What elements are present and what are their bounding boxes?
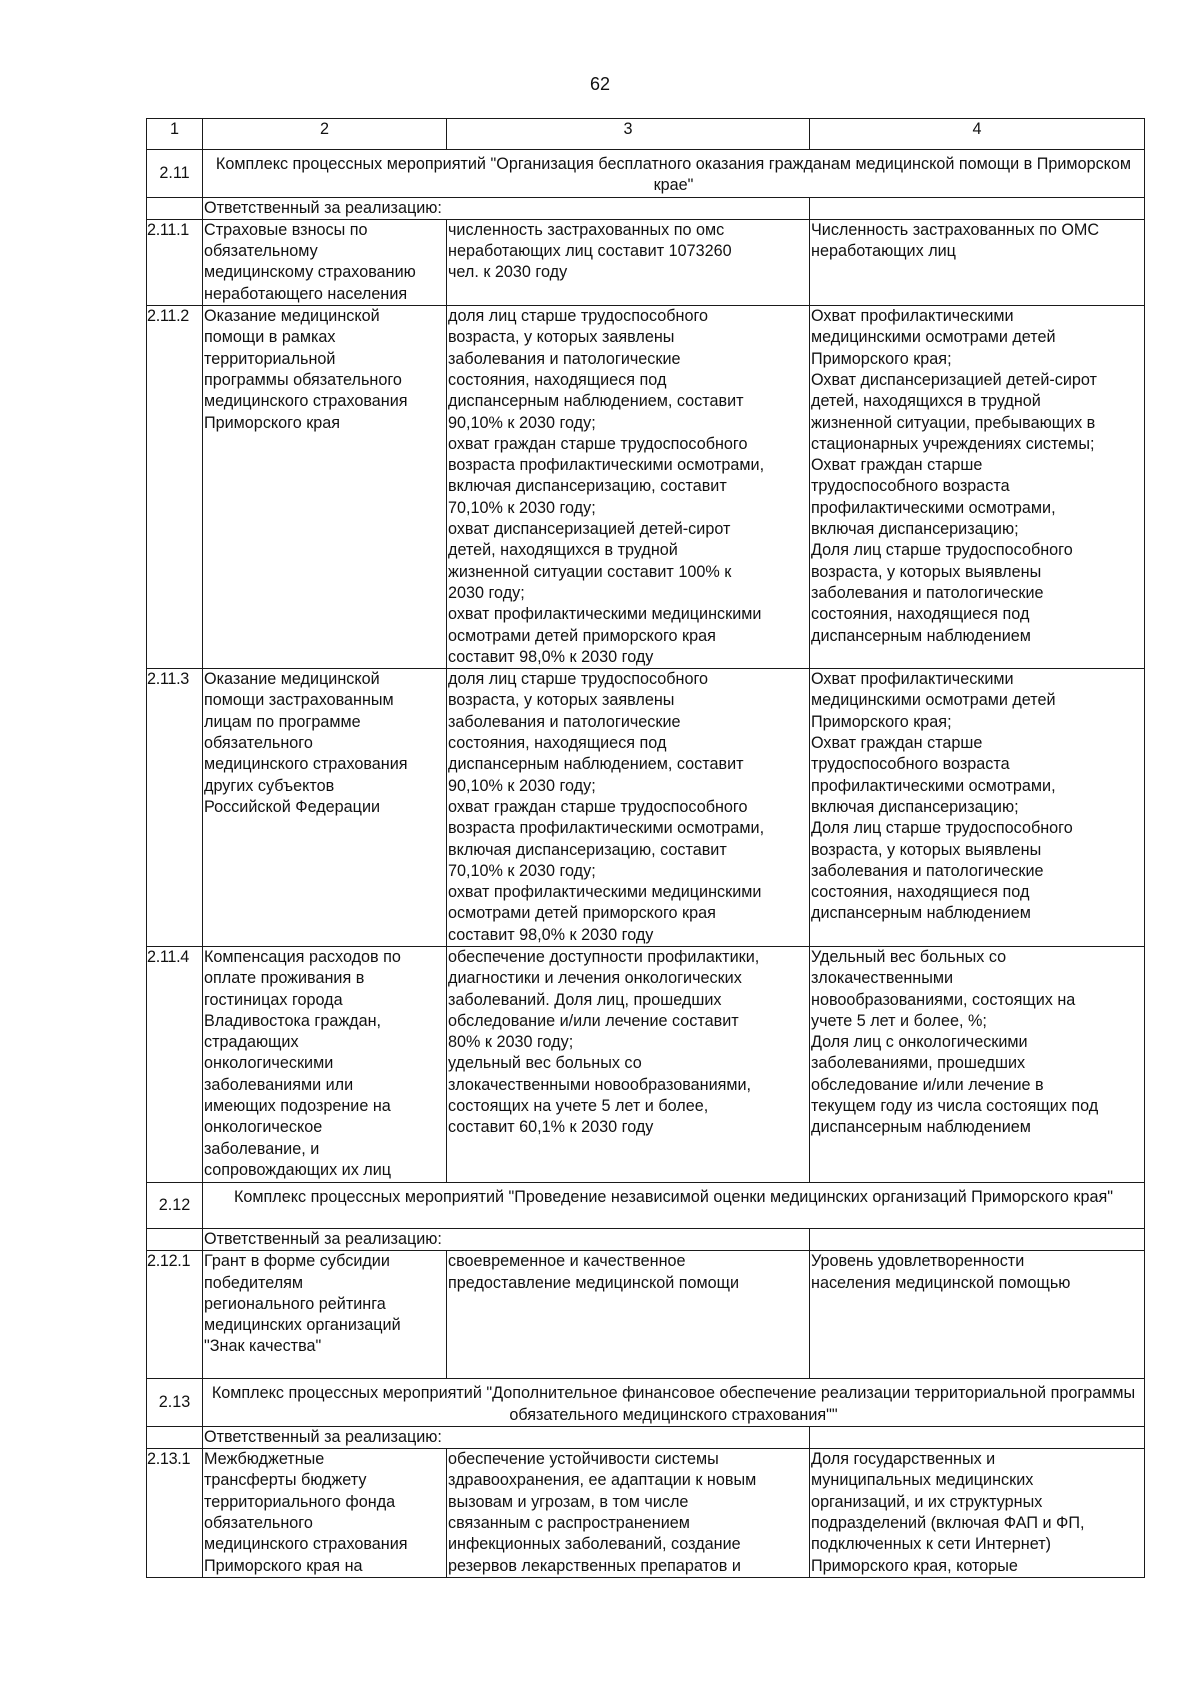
section-number: 2.13 (147, 1379, 203, 1427)
row-name: Страховые взносы по обязательному медицинскому страхованию неработающего населения (203, 219, 447, 305)
row-indicator: Охват профилактическими медицинскими осмотрами детей Приморского края; Охват граждан старше трудоспособного возраста профилактическими осмотрами, включая диспансеризацию; Доля лиц старше трудоспособного возраста, у которых выявлены заболевания и патологические состояния, находящиеся под диспансерным наблюдением (810, 669, 1145, 947)
table-row (147, 219, 1145, 305)
row-indicator: Охват профилактическими медицинскими осмотрами детей Приморского края; Охват диспансеризацией детей-сирот детей, находящихся в трудной жизненной ситуации, пребывающих в стационарных учреждениях системы; Охват граждан старше трудоспособного возраста профилактическими осмотрами, включая диспансеризацию; Доля лиц старше трудоспособного возраста, у которых выявлены заболевания и патологические состояния, находящиеся под диспансерным наблюдением (810, 306, 1145, 669)
row-number: 2.13.1 (147, 1449, 203, 1578)
header-col-1: 1 (147, 119, 203, 150)
section-row (147, 1182, 1145, 1228)
row-name: Компенсация расходов по оплате проживания в гостиницах города Владивостока граждан, страдающих онкологическими заболеваниями или имеющих подозрение на онкологическое заболевание, и сопровождающих их лиц (203, 946, 447, 1182)
header-col-3: 3 (447, 119, 810, 150)
row-indicator: Доля государственных и муниципальных медицинских организаций, и их структурных подразделений (включая ФАП и ФП, подключенных к сети Интернет) Приморского края, которые (810, 1449, 1145, 1578)
section-title: Комплекс процессных мероприятий "Дополнительное финансовое обеспечение реализации территориальной программы обязательного медицинского страхования"" (203, 1379, 1145, 1427)
row-name: Грант в форме субсидии победителям регионального рейтинга медицинских организаций "Знак качества" (203, 1251, 447, 1379)
row-name: Оказание медицинской помощи застрахованным лицам по программе обязательного медицинского страхования других субъектов Российской Федерации (203, 669, 447, 947)
activities-table (146, 118, 1145, 1578)
responsible-label: Ответственный за реализацию: (203, 1228, 810, 1250)
row-indicator: Численность застрахованных по ОМС неработающих лиц (810, 219, 1145, 305)
row-indicator: Уровень удовлетворенности населения медицинской помощью (810, 1251, 1145, 1379)
section-row (147, 1379, 1145, 1427)
section-number: 2.11 (147, 150, 203, 198)
row-number: 2.12.1 (147, 1251, 203, 1379)
row-result: обеспечение доступности профилактики, диагностики и лечения онкологических заболеваний. Доля лиц, прошедших обследование и/или лечение составит 80% к 2030 году; удельный вес больных со злокачественными новообразованиями, состоящих на учете 5 лет и более, составит 60,1% к 2030 году (447, 946, 810, 1182)
row-result: обеспечение устойчивости системы здравоохранения, ее адаптации к новым вызовам и угрозам, в том числе связанным с распространением инфекционных заболеваний, создание резервов лекарственных препаратов и (447, 1449, 810, 1578)
row-result: численность застрахованных по омс неработающих лиц составит 1073260 чел. к 2030 году (447, 219, 810, 305)
table-row (147, 669, 1145, 947)
responsible-label: Ответственный за реализацию: (203, 1426, 810, 1448)
header-col-2: 2 (203, 119, 447, 150)
responsible-row (147, 197, 1145, 219)
header-col-4: 4 (810, 119, 1145, 150)
section-title: Комплекс процессных мероприятий "Организация бесплатного оказания гражданам медицинской помощи в Приморском крае" (203, 150, 1145, 198)
table-row (147, 946, 1145, 1182)
table-header-row (147, 119, 1145, 150)
row-result: доля лиц старше трудоспособного возраста, у которых заявлены заболевания и патологические состояния, находящиеся под диспансерным наблюдением, составит 90,10% к 2030 году; охват граждан старше трудоспособного возраста профилактическими осмотрами, включая диспансеризацию, составит 70,10% к 2030 году; охват профилактическими медицинскими осмотрами детей приморского края составит 98,0% к 2030 году (447, 669, 810, 947)
section-number: 2.12 (147, 1182, 203, 1228)
row-name: Межбюджетные трансферты бюджету территориального фонда обязательного медицинского страхования Приморского края на (203, 1449, 447, 1578)
row-name: Оказание медицинской помощи в рамках территориальной программы обязательного медицинского страхования Приморского края (203, 306, 447, 669)
responsible-row (147, 1228, 1145, 1250)
table-row (147, 1449, 1145, 1578)
table-row (147, 306, 1145, 669)
row-number: 2.11.1 (147, 219, 203, 305)
section-row (147, 150, 1145, 198)
page-number: 62 (589, 74, 611, 94)
table-row (147, 1251, 1145, 1379)
row-number: 2.11.4 (147, 946, 203, 1182)
row-number: 2.11.3 (147, 669, 203, 947)
responsible-row (147, 1426, 1145, 1448)
section-title: Комплекс процессных мероприятий "Проведение независимой оценки медицинских организаций Приморского края" (203, 1182, 1145, 1228)
row-indicator: Удельный вес больных со злокачественными новообразованиями, состоящих на учете 5 лет и более, %; Доля лиц с онкологическими заболеваниями, прошедших обследование и/или лечение в текущем году из числа состоящих под диспансерным наблюдением (810, 946, 1145, 1182)
responsible-label: Ответственный за реализацию: (203, 197, 810, 219)
row-result: своевременное и качественное предоставление медицинской помощи (447, 1251, 810, 1379)
row-result: доля лиц старше трудоспособного возраста, у которых заявлены заболевания и патологические состояния, находящиеся под диспансерным наблюдением, составит 90,10% к 2030 году; охват граждан старше трудоспособного возраста профилактическими осмотрами, включая диспансеризацию, составит 70,10% к 2030 году; охват диспансеризацией детей-сирот детей, находящихся в трудной жизненной ситуации составит 100% к 2030 году; охват профилактическими медицинскими осмотрами детей приморского края составит 98,0% к 2030 году (447, 306, 810, 669)
row-number: 2.11.2 (147, 306, 203, 669)
